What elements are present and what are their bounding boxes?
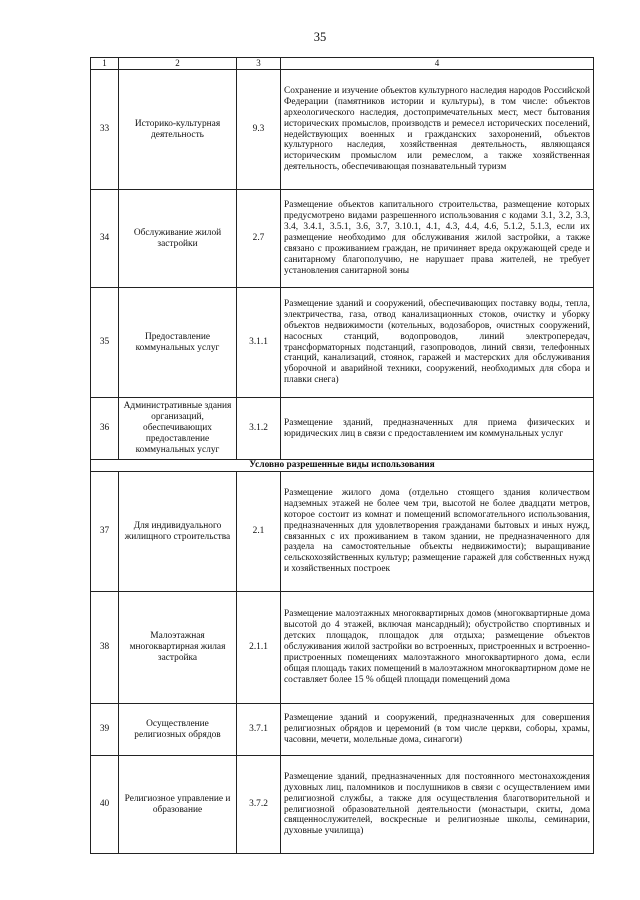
use-type-code: 2.7 [237, 190, 281, 288]
page-number: 35 [313, 30, 327, 44]
header-col-1: 1 [91, 58, 119, 70]
use-type-description: Размещение малоэтажных многоквартирных домов (многоквартирные дома высотой до 4 этажей, включая мансардный); обустройство спортивных и детских площадок, площадок для отдыха; размещение объектов обслуживания жилой застройки во встроенных, пристроенных и встроенно-пристроенных помещениях малоэтажного многоквартирного дома, если общая площадь таких помещений в малоэтажном многоквартирном доме не составляет более 15 % общей площади помещений дома [281, 592, 594, 704]
use-type-code: 3.1.1 [237, 288, 281, 398]
use-type-name: Для индивидуального жилищного строительства [119, 472, 237, 592]
use-type-name: Малоэтажная многоквартирная жилая застройка [119, 592, 237, 704]
use-type-name: Административные здания организаций, обеспечивающих предоставление коммунальных услуг [119, 398, 237, 460]
use-type-code: 3.7.2 [237, 756, 281, 854]
table-row [91, 472, 594, 592]
use-type-description: Размещение зданий и сооружений, предназначенных для совершения религиозных обрядов и церемоний (в том числе церкви, соборы, храмы, часовни, мечети, молельные дома, синагоги) [281, 704, 594, 756]
header-col-3: 3 [237, 58, 281, 70]
use-type-name: Осуществление религиозных обрядов [119, 704, 237, 756]
section-title: Условно разрешенные виды использования [91, 460, 594, 472]
use-type-description: Размещение объектов капитального строительства, размещение которых предусмотрено видами разрешенного использования с кодами 3.1, 3.2, 3.3, 3.4, 3.4.1, 3.5.1, 3.6, 3.7, 3.10.1, 4.1, 4.3, 4.4, 4.6, 5.1.2, 5.1.3, если их размещение необходимо для обслуживания жилой застройки, а также связано с проживанием граждан, не причиняет вреда окружающей среде и санитарному благополучию, не нарушает права жителей, не требует установления санитарной зоны [281, 190, 594, 288]
use-type-name: Историко-культурная деятельность [119, 70, 237, 190]
use-type-code: 3.1.2 [237, 398, 281, 460]
use-type-code: 2.1 [237, 472, 281, 592]
use-type-description: Сохранение и изучение объектов культурного наследия народов Российской Федерации (памятников истории и культуры), в том числе: объектов археологического наследия, достопримечательных мест, мест бытования исторических промыслов, производств и ремесел исторических поселений, недействующих военных и гражданских захоронений, объектов культурного наследия, хозяйственная деятельность, являющаяся историческим промыслом или ремеслом, а также хозяйственная деятельность, обеспечивающая познавательный туризм [281, 70, 594, 190]
use-type-name: Предоставление коммунальных услуг [119, 288, 237, 398]
table-row [91, 704, 594, 756]
table-row [91, 190, 594, 288]
row-number: 33 [91, 70, 119, 190]
use-type-description: Размещение зданий, предназначенных для постоянного местонахождения духовных лиц, паломников и послушников в связи с осуществлением ими религиозной службы, а также для осуществления благотворительной и религиозной образовательной деятельности (монастыри, скиты, дома священнослужителей, воскресные и религиозные школы, семинарии, духовные училища) [281, 756, 594, 854]
use-type-description: Размещение зданий и сооружений, обеспечивающих поставку воды, тепла, электричества, газа, отвод канализационных стоков, очистку и уборку объектов недвижимости (котельных, водозаборов, очистных сооружений, насосных станций, водопроводов, линий электропередач, трансформаторных подстанций, газопроводов, линий связи, телефонных станций, канализаций, стоянок, гаражей и мастерских для обслуживания уборочной и аварийной техники, сооружений, необходимых для сбора и плавки снега) [281, 288, 594, 398]
row-number: 36 [91, 398, 119, 460]
header-col-4: 4 [281, 58, 594, 70]
table-row [91, 288, 594, 398]
table-row [91, 756, 594, 854]
table-row [91, 70, 594, 190]
use-type-code: 2.1.1 [237, 592, 281, 704]
header-col-2: 2 [119, 58, 237, 70]
use-type-description: Размещение зданий, предназначенных для приема физических и юридических лиц в связи с предоставлением им коммунальных услуг [281, 398, 594, 460]
row-number: 39 [91, 704, 119, 756]
table-row [91, 398, 594, 460]
use-type-code: 9.3 [237, 70, 281, 190]
land-use-table [90, 57, 594, 854]
section-header-row [91, 460, 594, 472]
row-number: 40 [91, 756, 119, 854]
use-type-name: Обслуживание жилой застройки [119, 190, 237, 288]
row-number: 38 [91, 592, 119, 704]
use-type-name: Религиозное управление и образование [119, 756, 237, 854]
row-number: 35 [91, 288, 119, 398]
table-row [91, 592, 594, 704]
row-number: 34 [91, 190, 119, 288]
table-header-row [91, 58, 594, 70]
row-number: 37 [91, 472, 119, 592]
use-type-description: Размещение жилого дома (отдельно стоящего здания количеством надземных этажей не более чем три, высотой не более двадцати метров, которое состоит из комнат и помещений вспомогательного использования, предназначенных для удовлетворения гражданами бытовых и иных нужд, связанных с их проживанием в таком здании, не предназначенного для раздела на самостоятельные объекты недвижимости); выращивание сельскохозяйственных культур; размещение гаражей для собственных нужд и хозяйственных построек [281, 472, 594, 592]
use-type-code: 3.7.1 [237, 704, 281, 756]
